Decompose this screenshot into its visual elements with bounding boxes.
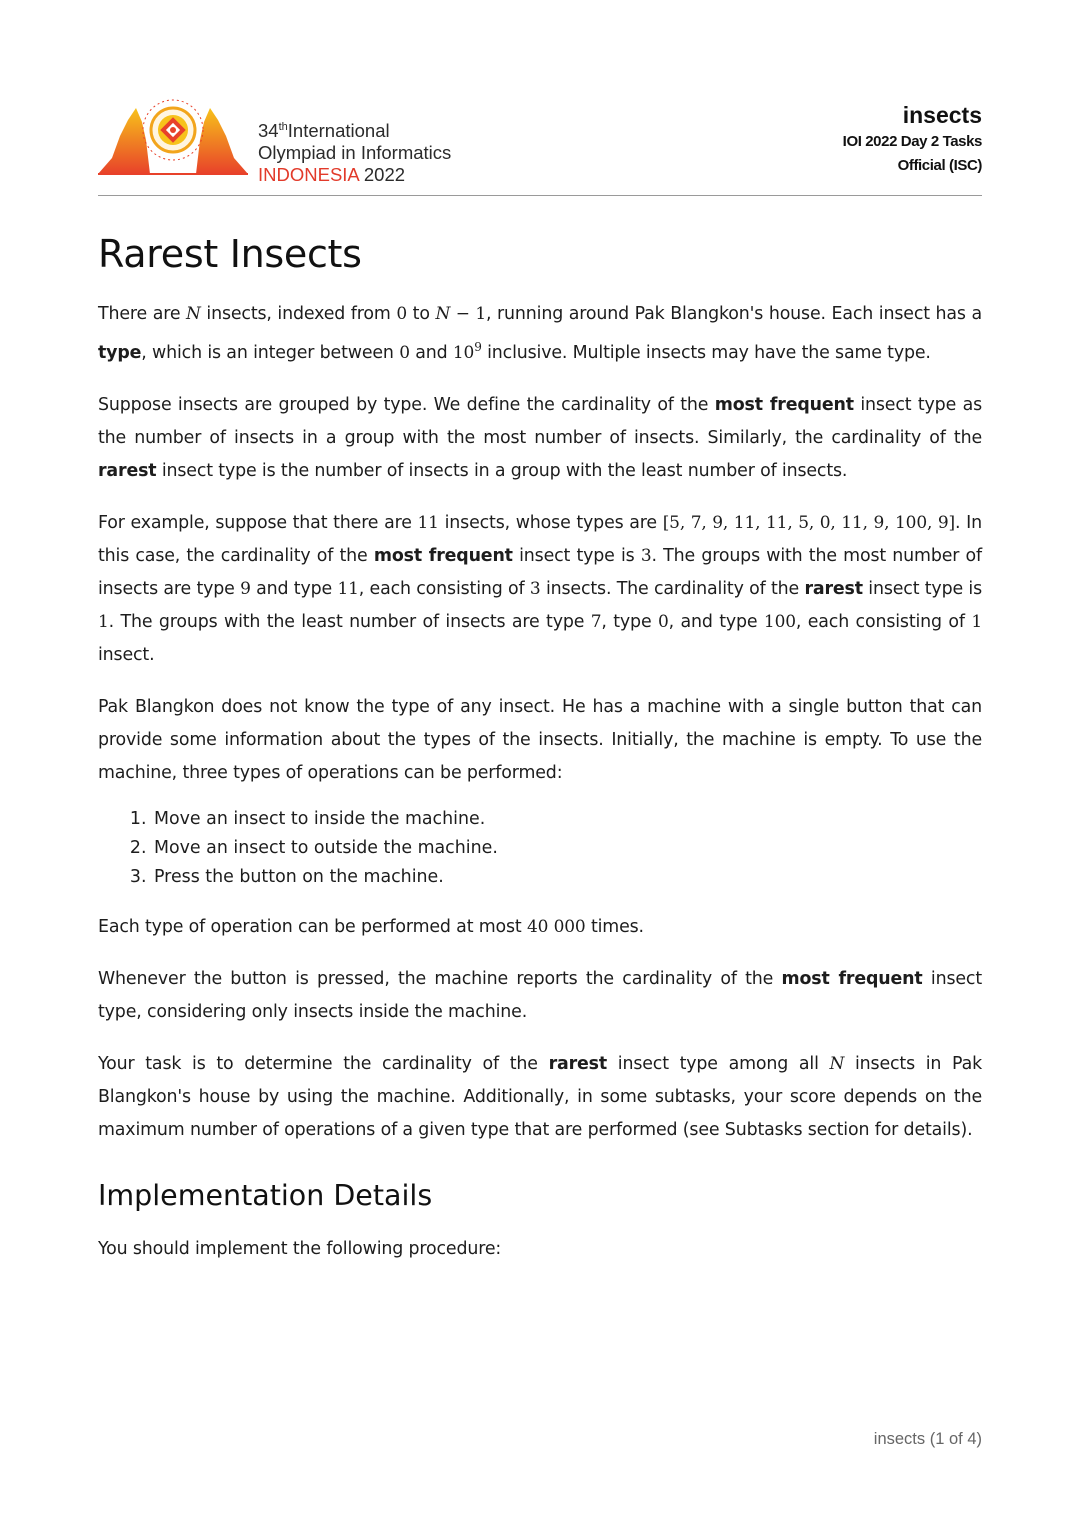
contest-name: IOI 2022 Day 2 Tasks [842, 133, 982, 150]
section-title-implementation: Implementation Details [98, 1178, 433, 1212]
ioi-emblem-icon [98, 98, 248, 176]
task-info [843, 100, 982, 178]
operations-list [98, 805, 982, 892]
document-page [98, 90, 982, 1285]
paragraph-button: Whenever the button is pressed, the machine reports the cardinality of the most frequent insect type, considering only insects inside the machine. [98, 968, 982, 1022]
paragraph-limit: Each type of operation can be performed at most 40 000 times. [98, 916, 644, 937]
list-item: 3. Press the button on the machine. [152, 863, 982, 892]
page-header [98, 90, 982, 196]
list-item: 1. Move an insect to inside the machine. [152, 805, 982, 834]
paragraph-task: Your task is to determine the cardinality of the rarest insect type among all N insects in Pak Blangkon's house by using the machine. Additionally, in some subtasks, your score depends on the maximum number of operations of a given type that are performed (see Subtasks section for details). [98, 1053, 982, 1140]
logo-wordmark: 34thInternational Olympiad in Informatics INDONESIA 2022 [258, 120, 452, 185]
ioi-2022-logo [98, 98, 478, 183]
paragraph-machine: Pak Blangkon does not know the type of any insect. He has a machine with a single button that can provide some information about the types of the insects. Initially, the machine is empty. To use the machine, three types of operations can be performed: [98, 696, 982, 783]
paragraph-intro: There are N insects, indexed from 0 to N − 1, running around Pak Blangkon's house. Each insect has a type, which is an integer between 0 and $10^9$ inclusive. Multiple insects may have the same type. [98, 304, 982, 363]
paragraph-example: For example, suppose that there are 11 insects, whose types are [5, 7, 9, 11, 11, 5, 0, 11, 9, 100, 9]. In this case, the cardinality of the most frequent insect type is 3. The groups with the most number of insects are type 9 and type 11, each consisting of 3 insects. The cardinality of the rarest insect type is 1. The groups with the least number of insects are type 7, type 0, and type 100, each consisting of 1 insect. [98, 512, 983, 665]
paragraph-definitions: Suppose insects are grouped by type. We define the cardinality of the most frequent insect type as the number of insects in a group with the most number of insects. Similarly, the cardinality of the rarest insect type is the number of insects in a group with the least number of insects. [98, 394, 982, 481]
list-item: 2. Move an insect to outside the machine. [152, 834, 982, 863]
paragraph-implement: You should implement the following procedure: [98, 1238, 502, 1259]
page-footer: insects (1 of 4) [873, 1430, 982, 1448]
page-title: Rarest Insects [98, 232, 362, 276]
version-label: Official (ISC) [897, 157, 982, 174]
task-name: insects [902, 102, 982, 128]
